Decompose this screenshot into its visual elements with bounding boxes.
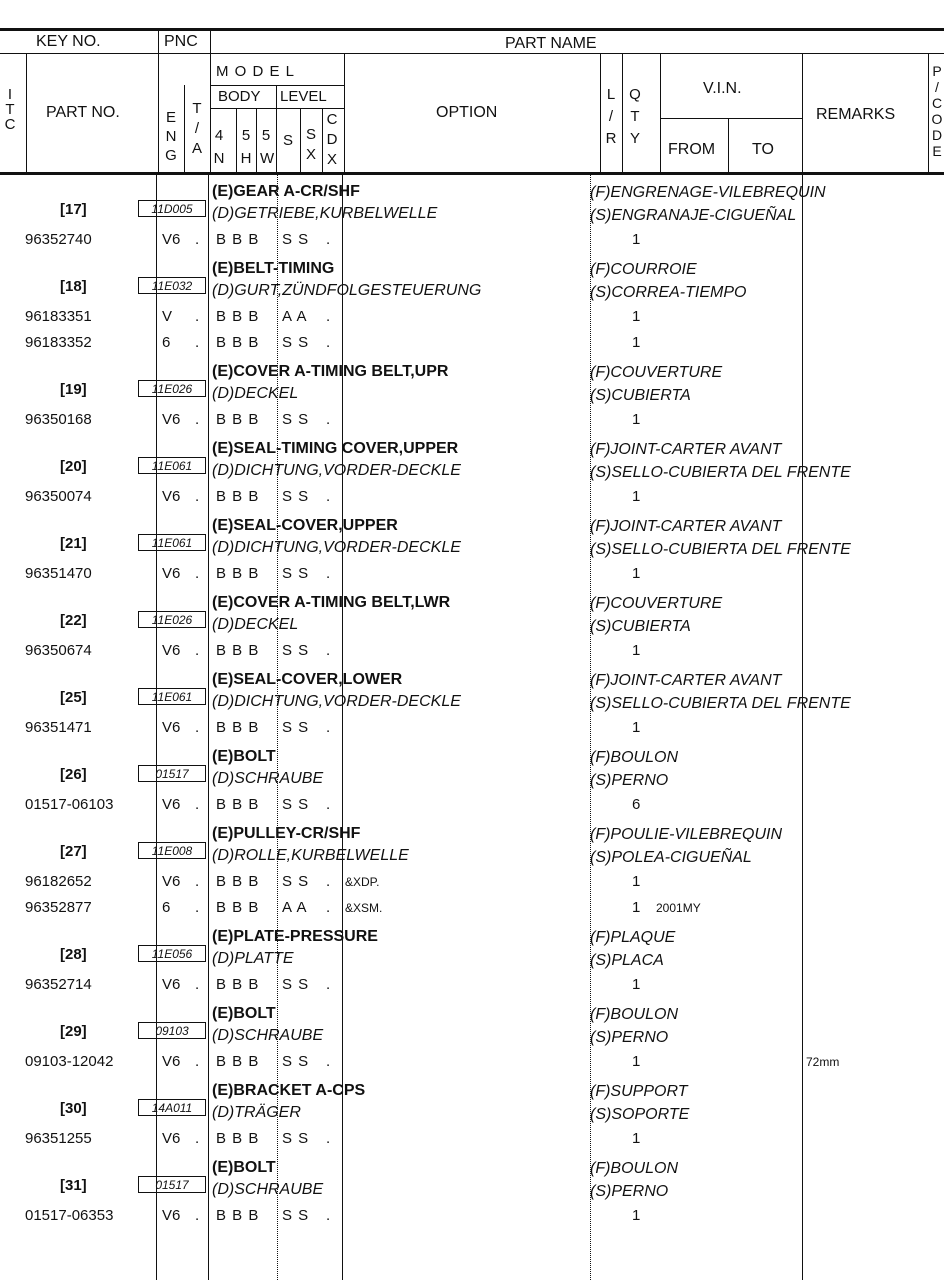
ta-code: . [195, 1053, 200, 1070]
part-name-spanish: (S)SELLO-CUBIERTA DEL FRENTE [590, 464, 851, 481]
cdx-code: . [326, 873, 332, 890]
part-name-german: (D)DECKEL [212, 385, 299, 402]
part-name-english: (E)GEAR A-CR/SHF [212, 183, 360, 200]
ta-code: . [195, 1207, 200, 1224]
ta-code: . [195, 642, 200, 659]
level-s-header: S [282, 132, 293, 149]
cdx-code: . [326, 488, 332, 505]
level-codes: S S [282, 642, 310, 659]
part-name-english: (E)BRACKET A-CPS [212, 1082, 366, 1099]
body-codes: B B B [216, 411, 260, 428]
col-rule-itc [26, 53, 27, 173]
col-rule-4n [236, 108, 237, 173]
part-name-french: (F)SUPPORT [590, 1083, 688, 1100]
part-name-french: (F)BOULON [590, 749, 678, 766]
eng-code: 6 [162, 899, 171, 916]
remarks-header: REMARKS [816, 106, 896, 123]
vin-from: 2001MY [656, 901, 701, 915]
col-rule-s [300, 108, 301, 173]
quantity: 1 [632, 1130, 641, 1147]
eng-code: V6 [162, 488, 181, 505]
body-codes: B B B [216, 488, 260, 505]
key-number: [21] [60, 535, 87, 552]
level-codes: A A [282, 899, 308, 916]
eng-code: V6 [162, 231, 181, 248]
eng-code: V6 [162, 411, 181, 428]
part-name-english: (E)SEAL-TIMING COVER,UPPER [212, 440, 459, 457]
eng-code: V6 [162, 565, 181, 582]
quantity: 1 [632, 976, 641, 993]
to-header: TO [752, 141, 774, 158]
part-name-header: PART NAME [505, 35, 597, 52]
level-sx-header: S X [305, 126, 316, 163]
part-number: 96183352 [25, 334, 92, 351]
option-header: OPTION [436, 104, 498, 121]
quantity: 1 [632, 1053, 641, 1070]
part-name-french: (F)POULIE-VILEBREQUIN [590, 826, 783, 843]
level-codes: A A [282, 308, 308, 325]
ta-code: . [195, 308, 200, 325]
col-rule-5h [256, 108, 257, 173]
part-name-spanish: (S)SELLO-CUBIERTA DEL FRENTE [590, 541, 851, 558]
ta-code: . [195, 976, 200, 993]
level-codes: S S [282, 1207, 310, 1224]
ta-code: . [195, 873, 200, 890]
part-number: 96350074 [25, 488, 92, 505]
body-codes: B B B [216, 565, 260, 582]
level-codes: S S [282, 719, 310, 736]
part-name-french: (F)COUVERTURE [590, 595, 723, 612]
quantity: 1 [632, 899, 641, 916]
pcode-header: P / C O D E [931, 63, 943, 159]
pnc-code: 11E026 [138, 380, 206, 397]
part-name-german: (D)SCHRAUBE [212, 770, 324, 787]
body-codes: B B B [216, 796, 260, 813]
cdx-code: . [326, 411, 332, 428]
col-rule-qty [622, 53, 623, 173]
part-name-french: (F)JOINT-CARTER AVANT [590, 441, 782, 458]
part-number: 96351470 [25, 565, 92, 582]
part-name-french: (F)JOINT-CARTER AVANT [590, 672, 782, 689]
cdx-code: . [326, 1207, 332, 1224]
key-number: [29] [60, 1023, 87, 1040]
eng-code: V6 [162, 976, 181, 993]
level-codes: S S [282, 231, 310, 248]
part-number: 96352877 [25, 899, 92, 916]
part-name-english: (E)PULLEY-CR/SHF [212, 825, 361, 842]
header-rule-body [210, 108, 344, 109]
option-code: &XSM. [345, 901, 383, 915]
part-number: 01517-06353 [25, 1207, 114, 1224]
part-number: 96183351 [25, 308, 92, 325]
col-rule-lr [600, 53, 601, 173]
level-codes: S S [282, 873, 310, 890]
part-name-german: (D)DICHTUNG,VORDER-DECKLE [212, 693, 461, 710]
body-rule-remarks [802, 173, 803, 1280]
part-name-german: (D)SCHRAUBE [212, 1027, 324, 1044]
part-name-spanish: (S)PERNO [590, 772, 669, 789]
part-number: 96352740 [25, 231, 92, 248]
part-name-spanish: (S)CORREA-TIEMPO [590, 284, 747, 301]
level-codes: S S [282, 1053, 310, 1070]
part-name-french: (F)BOULON [590, 1006, 678, 1023]
body-codes: B B B [216, 976, 260, 993]
pnc-code: 11E061 [138, 457, 206, 474]
col-rule-eng [184, 85, 185, 173]
key-number: [17] [60, 201, 87, 218]
part-name-english: (E)BELT-TIMING [212, 260, 335, 277]
cdx-code: . [326, 1130, 332, 1147]
quantity: 1 [632, 488, 641, 505]
part-name-german: (D)DECKEL [212, 616, 299, 633]
quantity: 1 [632, 411, 641, 428]
pnc-code: 11D005 [138, 200, 206, 217]
pnc-code: 01517 [138, 765, 206, 782]
part-name-german: (D)TRÄGER [212, 1104, 301, 1121]
part-number: 96350674 [25, 642, 92, 659]
eng-code: V [162, 308, 173, 325]
qty-header: Q T Y [629, 86, 641, 147]
cdx-code: . [326, 565, 332, 582]
part-name-spanish: (S)PERNO [590, 1183, 669, 1200]
key-number: [25] [60, 689, 87, 706]
eng-header: E N G [165, 109, 177, 164]
ta-code: . [195, 411, 200, 428]
body-codes: B B B [216, 899, 260, 916]
quantity: 1 [632, 873, 641, 890]
ta-code: . [195, 488, 200, 505]
pnc-code: 14A011 [138, 1099, 206, 1116]
part-name-english: (E)COVER A-TIMING BELT,UPR [212, 363, 449, 380]
body-codes: B B B [216, 231, 260, 248]
key-number: [20] [60, 458, 87, 475]
model-header: M O D E L [216, 63, 296, 80]
key-number: [28] [60, 946, 87, 963]
cdx-code: . [326, 899, 332, 916]
level-codes: S S [282, 488, 310, 505]
part-name-french: (F)ENGRENAGE-VILEBREQUIN [590, 184, 826, 201]
key-no-header: KEY NO. [36, 33, 101, 50]
col-rule-pnc [210, 28, 211, 173]
eng-code: V6 [162, 719, 181, 736]
body-header: BODY [218, 88, 261, 105]
col-rule-remarks [802, 53, 803, 173]
col-rule-vin [660, 53, 661, 173]
ta-code: . [195, 899, 200, 916]
part-name-german: (D)PLATTE [212, 950, 294, 967]
pnc-code: 11E008 [138, 842, 206, 859]
part-name-german: (D)GETRIEBE,KURBELWELLE [212, 205, 438, 222]
col-rule-to [728, 118, 729, 173]
ta-code: . [195, 334, 200, 351]
remarks: 72mm [806, 1055, 840, 1069]
lr-header: L / R [605, 86, 617, 147]
part-name-spanish: (S)POLEA-CIGUEÑAL [590, 849, 752, 866]
part-name-spanish: (S)ENGRANAJE-CIGUEÑAL [590, 207, 797, 224]
eng-code: V6 [162, 1207, 181, 1224]
level-codes: S S [282, 334, 310, 351]
part-number: 96182652 [25, 873, 92, 890]
quantity: 1 [632, 1207, 641, 1224]
body-codes: B B B [216, 1207, 260, 1224]
header-rule-vin [660, 118, 802, 119]
part-number: 96352714 [25, 976, 92, 993]
eng-code: 6 [162, 334, 171, 351]
quantity: 1 [632, 334, 641, 351]
quantity: 6 [632, 796, 641, 813]
vin-header: V.I.N. [703, 80, 742, 97]
quantity: 1 [632, 642, 641, 659]
part-name-german: (D)GURT,ZÜNDFOLGESTEUERUNG [212, 282, 482, 299]
header-rule-model [210, 85, 344, 86]
body-rule-pnc [208, 173, 209, 1280]
pnc-header: PNC [164, 33, 198, 50]
cdx-code: . [326, 308, 332, 325]
option-code: &XDP. [345, 875, 380, 889]
col-rule-option [344, 53, 345, 173]
ta-code: . [195, 231, 200, 248]
body-codes: B B B [216, 873, 260, 890]
cdx-code: . [326, 796, 332, 813]
part-name-french: (F)COUVERTURE [590, 364, 723, 381]
col-rule-pcode [928, 53, 929, 173]
body-codes: B B B [216, 1053, 260, 1070]
body-5w-header: 5 W [260, 127, 275, 167]
part-name-spanish: (S)CUBIERTA [590, 618, 691, 635]
body-4n-header: 4 N [213, 127, 225, 167]
level-codes: S S [282, 1130, 310, 1147]
part-name-spanish: (S)CUBIERTA [590, 387, 691, 404]
ta-header: T / A [191, 100, 202, 157]
part-name-spanish: (S)PLACA [590, 952, 664, 969]
pnc-code: 09103 [138, 1022, 206, 1039]
part-number: 09103-12042 [25, 1053, 114, 1070]
body-codes: B B B [216, 719, 260, 736]
body-5h-header: 5 H [240, 127, 252, 167]
part-name-english: (E)BOLT [212, 1159, 276, 1176]
key-number: [22] [60, 612, 87, 629]
cdx-code: . [326, 334, 332, 351]
from-header: FROM [668, 141, 716, 158]
eng-code: V6 [162, 1053, 181, 1070]
header-top-rule [0, 28, 944, 31]
part-name-german: (D)ROLLE,KURBELWELLE [212, 847, 409, 864]
cdx-code: . [326, 719, 332, 736]
cdx-code: . [326, 976, 332, 993]
part-number: 01517-06103 [25, 796, 114, 813]
body-codes: B B B [216, 1130, 260, 1147]
part-name-english: (E)COVER A-TIMING BELT,LWR [212, 594, 451, 611]
part-name-english: (E)PLATE-PRESSURE [212, 928, 378, 945]
part-name-french: (F)JOINT-CARTER AVANT [590, 518, 782, 535]
key-number: [19] [60, 381, 87, 398]
ta-code: . [195, 1130, 200, 1147]
key-number: [31] [60, 1177, 87, 1194]
key-number: [27] [60, 843, 87, 860]
body-rule-option [342, 173, 343, 1280]
eng-code: V6 [162, 796, 181, 813]
body-codes: B B B [216, 308, 260, 325]
quantity: 1 [632, 565, 641, 582]
quantity: 1 [632, 308, 641, 325]
pnc-code: 11E061 [138, 534, 206, 551]
eng-code: V6 [162, 1130, 181, 1147]
part-name-german: (D)SCHRAUBE [212, 1181, 324, 1198]
body-codes: B B B [216, 642, 260, 659]
part-number: 96351255 [25, 1130, 92, 1147]
part-name-french: (F)COURROIE [590, 261, 697, 278]
key-number: [26] [60, 766, 87, 783]
level-header: LEVEL [280, 88, 327, 105]
part-number: 96350168 [25, 411, 92, 428]
pnc-code: 11E061 [138, 688, 206, 705]
part-number: 96351471 [25, 719, 92, 736]
cdx-code: . [326, 231, 332, 248]
eng-code: V6 [162, 873, 181, 890]
col-rule-partno [158, 28, 159, 173]
quantity: 1 [632, 231, 641, 248]
part-name-english: (E)SEAL-COVER,LOWER [212, 671, 403, 688]
part-name-spanish: (S)SOPORTE [590, 1106, 690, 1123]
pnc-code: 01517 [138, 1176, 206, 1193]
col-rule-sx [322, 108, 323, 173]
part-name-spanish: (S)PERNO [590, 1029, 669, 1046]
cdx-code: . [326, 642, 332, 659]
level-codes: S S [282, 796, 310, 813]
ta-code: . [195, 719, 200, 736]
pnc-code: 11E026 [138, 611, 206, 628]
cdx-code: . [326, 1053, 332, 1070]
itc-header: I T C [4, 86, 16, 133]
part-name-french: (F)PLAQUE [590, 929, 676, 946]
level-cdx-header: C D X [326, 111, 338, 168]
part-name-english: (E)BOLT [212, 748, 276, 765]
part-name-english: (E)BOLT [212, 1005, 276, 1022]
ta-code: . [195, 565, 200, 582]
part-name-french: (F)BOULON [590, 1160, 678, 1177]
level-codes: S S [282, 565, 310, 582]
quantity: 1 [632, 719, 641, 736]
key-number: [18] [60, 278, 87, 295]
pnc-code: 11E032 [138, 277, 206, 294]
eng-code: V6 [162, 642, 181, 659]
body-codes: B B B [216, 334, 260, 351]
pnc-code: 11E056 [138, 945, 206, 962]
col-rule-body [276, 85, 277, 173]
part-no-header: PART NO. [46, 104, 120, 121]
level-codes: S S [282, 411, 310, 428]
level-codes: S S [282, 976, 310, 993]
part-name-german: (D)DICHTUNG,VORDER-DECKLE [212, 462, 461, 479]
ta-code: . [195, 796, 200, 813]
part-name-german: (D)DICHTUNG,VORDER-DECKLE [212, 539, 461, 556]
key-number: [30] [60, 1100, 87, 1117]
part-name-english: (E)SEAL-COVER,UPPER [212, 517, 398, 534]
part-name-spanish: (S)SELLO-CUBIERTA DEL FRENTE [590, 695, 851, 712]
